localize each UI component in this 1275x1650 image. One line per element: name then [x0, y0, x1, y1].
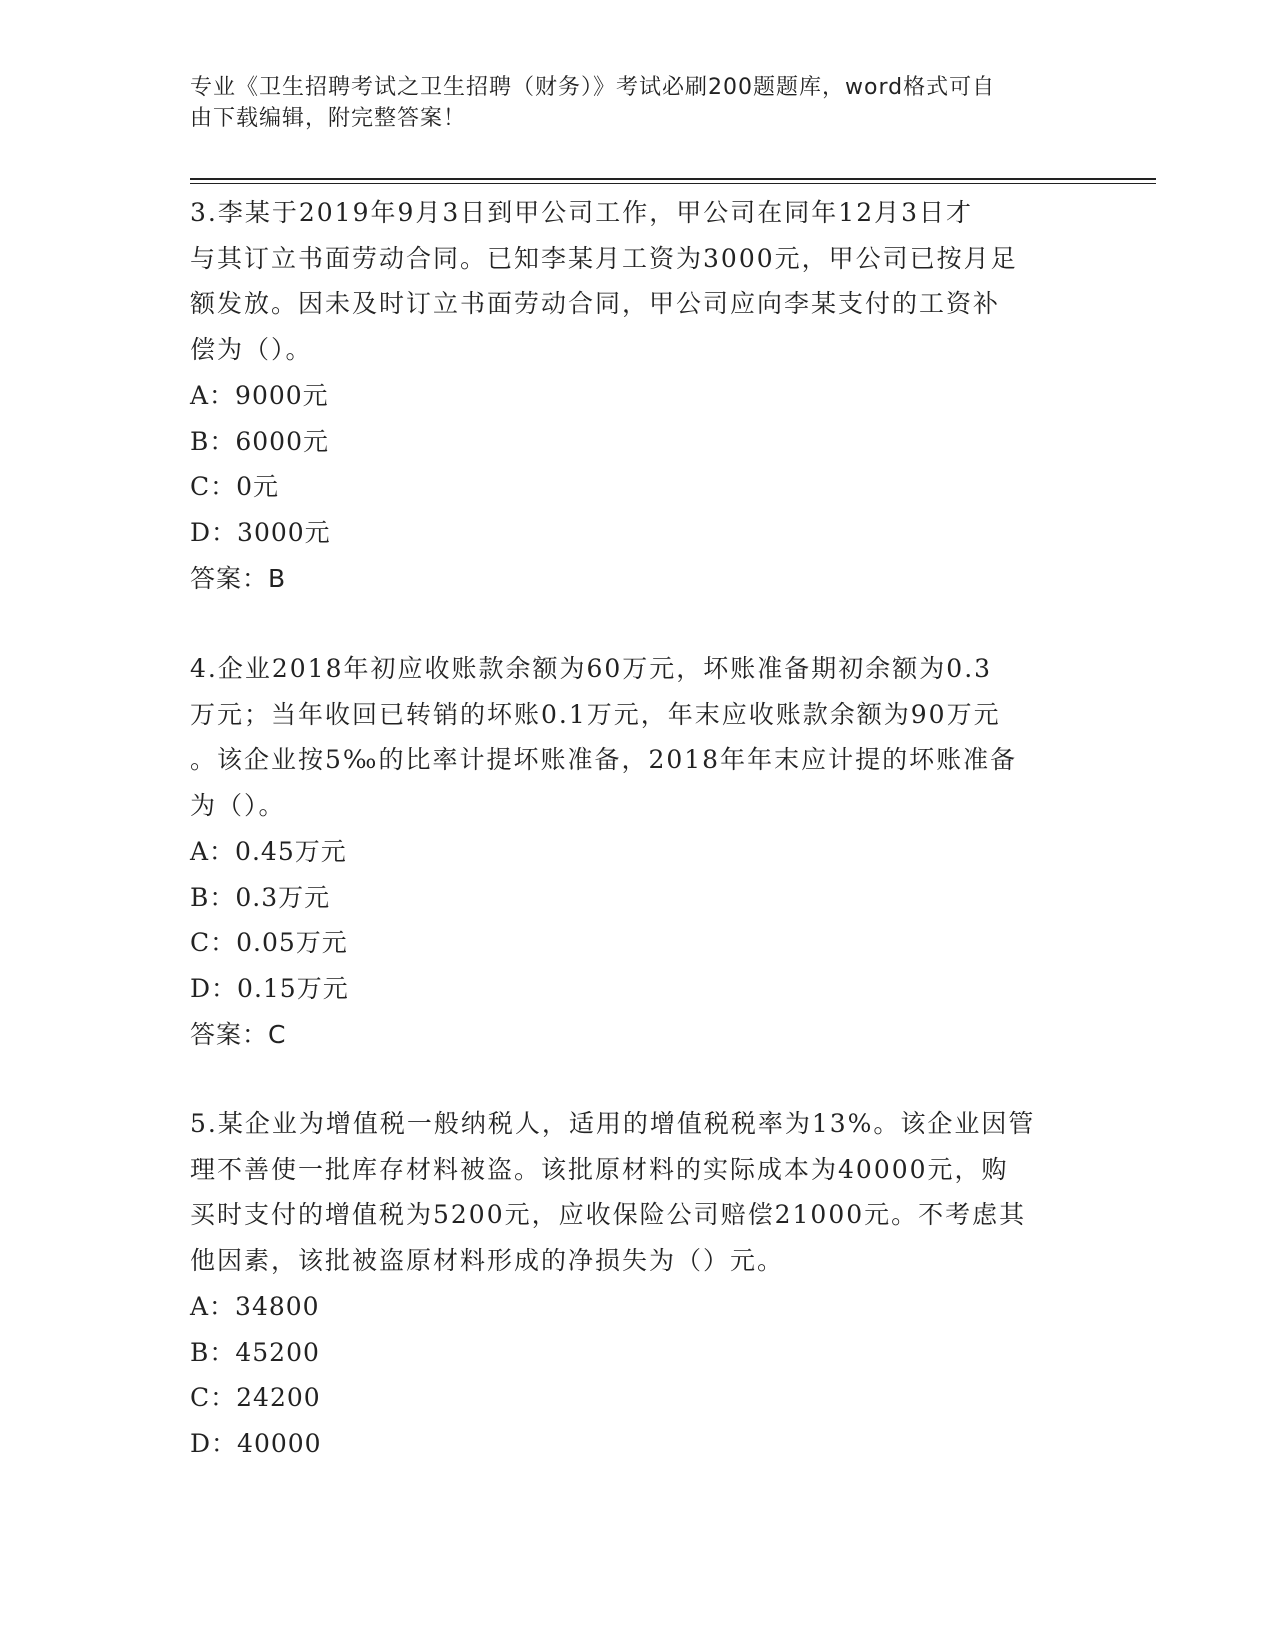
question-block: [190, 646, 1090, 1057]
question-text-line: 为（）。: [190, 791, 286, 821]
option-b: B：0.3万元: [190, 882, 331, 912]
option-a: A：9000元: [190, 380, 329, 410]
option-d: D：3000元: [190, 517, 331, 547]
header-divider-thick: [190, 178, 1156, 180]
option-b: B：6000元: [190, 426, 329, 456]
option-c: C：24200: [190, 1383, 321, 1413]
option-d: D：40000: [190, 1428, 322, 1458]
question-text-line: 理不善使一批库存材料被盗。该批原材料的实际成本为40000元，购: [190, 1154, 1009, 1184]
document-header: [190, 72, 1070, 134]
question-text-line: 万元；当年收回已转销的坏账0.1万元，年末应收账款余额为90万元: [190, 699, 1001, 729]
question-block: [190, 190, 1090, 601]
question-text-line: 额发放。因未及时订立书面劳动合同，甲公司应向李某支付的工资补: [190, 289, 1001, 319]
answer-label: 答案：B: [190, 563, 287, 593]
question-text-line: 买时支付的增值税为5200元，应收保险公司赔偿21000元。不考虑其: [190, 1200, 1027, 1230]
question-text-line: 4.企业2018年初应收账款余额为60万元，坏账准备期初余额为0.3: [190, 654, 993, 683]
header-line: 由下载编辑，附完整答案！: [190, 106, 467, 131]
question-text-line: 3.李某于2019年9月3日到甲公司工作，甲公司在同年12月3日才: [190, 198, 974, 227]
option-c: C：0元: [190, 472, 280, 502]
option-a: A：34800: [190, 1291, 320, 1321]
question-text-line: 他因素，该批被盗原材料形成的净损失为（）元。: [190, 1246, 785, 1276]
question-text-line: 5.某企业为增值税一般纳税人，适用的增值税税率为13%。该企业因管: [190, 1109, 1036, 1138]
option-a: A：0.45万元: [190, 836, 347, 866]
option-d: D：0.15万元: [190, 973, 349, 1003]
answer-label: 答案：C: [190, 1019, 287, 1049]
header-divider-thin: [190, 183, 1156, 184]
option-c: C：0.05万元: [190, 928, 348, 958]
header-line: 专业《卫生招聘考试之卫生招聘（财务）》考试必刷200题题库，word格式可自: [190, 75, 996, 100]
question-text-line: 偿为（）。: [190, 335, 313, 365]
question-block: [190, 1101, 1090, 1467]
question-text-line: 。该企业按5‰的比率计提坏账准备，2018年年末应计提的坏账准备: [190, 745, 1018, 775]
option-b: B：45200: [190, 1337, 320, 1367]
question-text-line: 与其订立书面劳动合同。已知李某月工资为3000元，甲公司已按月足: [190, 243, 1018, 273]
